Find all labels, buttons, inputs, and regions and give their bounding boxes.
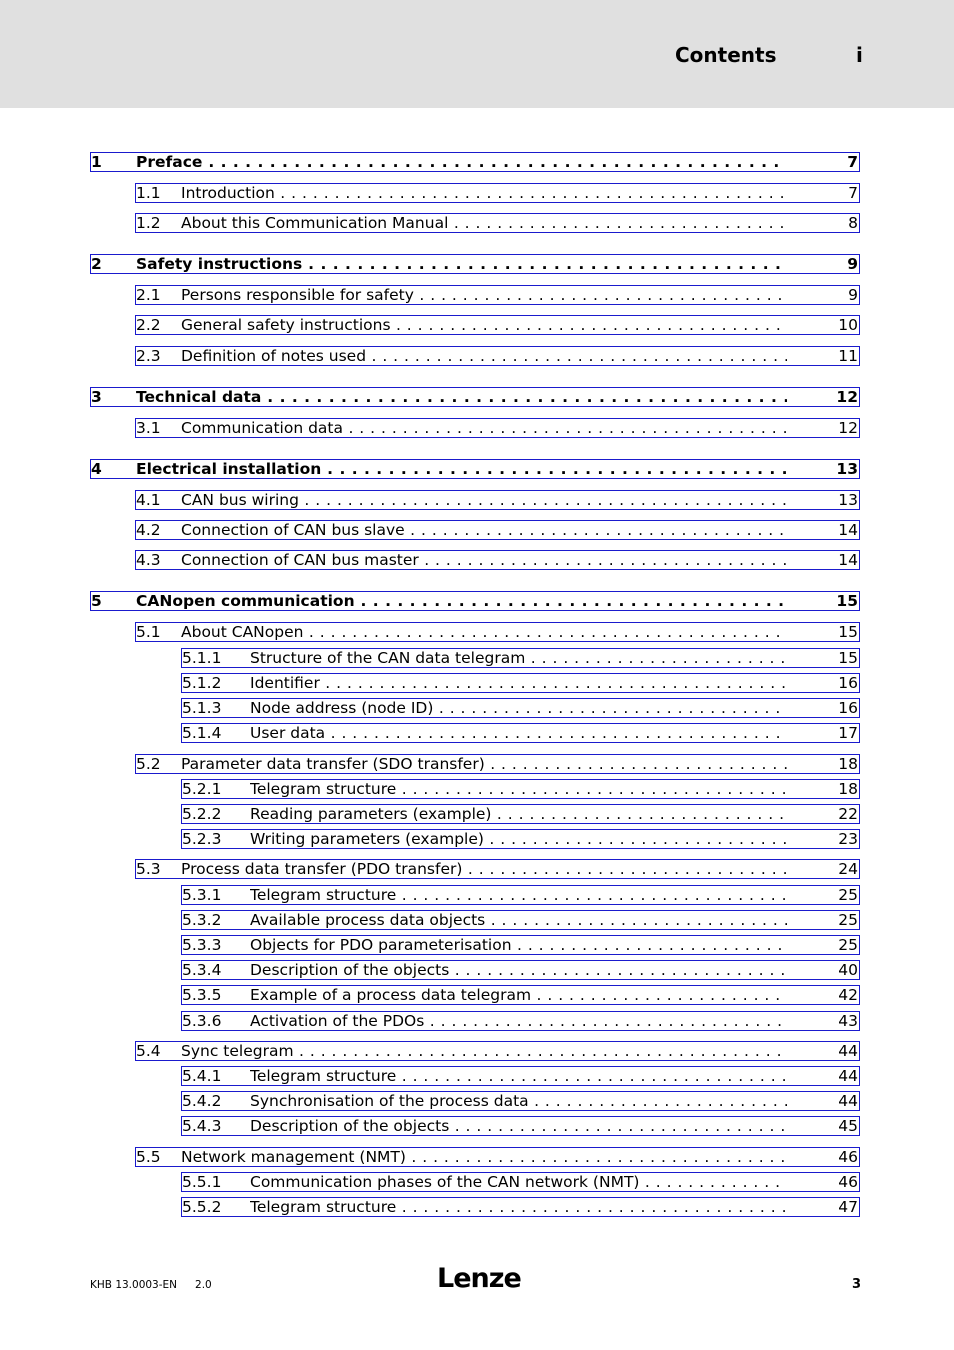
- toc-entry-number: 5.4.2: [182, 1092, 222, 1110]
- toc-entry[interactable]: [135, 490, 860, 510]
- toc-entry-title: Identifier . . .: [250, 674, 787, 692]
- toc-entry-page: 14: [838, 551, 858, 569]
- toc-entry-page: 7: [847, 153, 858, 171]
- toc-entry-title: Objects for PDO parameterisation . . .: [250, 936, 787, 954]
- toc-entry-title: Definition of notes used . . .: [181, 347, 787, 365]
- toc-entry-page: 46: [838, 1173, 858, 1191]
- toc-entry-page: 45: [838, 1117, 858, 1135]
- toc-entry-page: 14: [838, 521, 858, 539]
- toc-entry-number: 5.1.4: [182, 724, 222, 742]
- toc-entry[interactable]: [135, 1041, 860, 1061]
- toc-entry-number: 5.2.3: [182, 830, 222, 848]
- toc-entry-number: 2.3: [136, 347, 161, 365]
- toc-entry-number: 5.5.2: [182, 1198, 222, 1216]
- toc-entry-page: 15: [838, 649, 858, 667]
- toc-entry-title: Preface . . .: [136, 153, 787, 171]
- toc-entry-page: 9: [847, 255, 858, 273]
- toc-entry-title: Connection of CAN bus slave . . .: [181, 521, 787, 539]
- toc-entry-title: Telegram structure . . .: [250, 780, 787, 798]
- toc-entry-number: 5.1: [136, 623, 161, 641]
- toc-entry[interactable]: [135, 1147, 860, 1167]
- toc-entry[interactable]: [135, 859, 860, 879]
- toc-entry[interactable]: [135, 285, 860, 305]
- toc-entry-title: Safety instructions . . .: [136, 255, 787, 273]
- toc-entry-title: User data . . .: [250, 724, 787, 742]
- toc-entry-page: 15: [838, 623, 858, 641]
- toc-entry-page: 44: [838, 1042, 858, 1060]
- toc-entry[interactable]: [181, 935, 860, 955]
- toc-entry-number: 5.5: [136, 1148, 161, 1166]
- toc-entry-title: Reading parameters (example) . . .: [250, 805, 787, 823]
- toc-entry-number: 5.3: [136, 860, 161, 878]
- toc-entry-title: Persons responsible for safety . . .: [181, 286, 787, 304]
- doc-id: KHB 13.0003-EN: [90, 1279, 178, 1291]
- toc-entry-page: 12: [838, 419, 858, 437]
- toc-entry-number: 5.1.1: [182, 649, 222, 667]
- toc-entry-number: 5: [91, 592, 102, 610]
- toc-entry[interactable]: [90, 387, 860, 407]
- lenze-logo: Lenze: [437, 1263, 521, 1294]
- toc-entry-title: Introduction . . .: [181, 184, 787, 202]
- toc-entry-number: 5.4: [136, 1042, 161, 1060]
- toc-entry-page: 18: [838, 755, 858, 773]
- footer-doc-info: [90, 1279, 212, 1291]
- toc-entry-page: 11: [838, 347, 858, 365]
- toc-entry-number: 5.2: [136, 755, 161, 773]
- toc-entry-number: 3: [91, 388, 102, 406]
- toc-entry-page: 13: [836, 460, 858, 478]
- toc-entry-page: 8: [848, 214, 858, 232]
- toc-entry-title: CAN bus wiring . . .: [181, 491, 787, 509]
- toc-entry-page: 23: [838, 830, 858, 848]
- toc-entry-title: Example of a process data telegram . . .: [250, 986, 787, 1004]
- toc-entry[interactable]: [90, 459, 860, 479]
- toc-entry[interactable]: [181, 1116, 860, 1136]
- toc-entry-title: Activation of the PDOs . . .: [250, 1012, 787, 1030]
- doc-version: 2.0: [195, 1279, 212, 1291]
- toc-entry-title: Available process data objects . . .: [250, 911, 787, 929]
- toc-entry-title: Telegram structure . . .: [250, 1067, 787, 1085]
- toc-entry[interactable]: [181, 804, 860, 824]
- toc-entry-title: Node address (node ID) . . .: [250, 699, 787, 717]
- toc-entry-title: Technical data . . .: [136, 388, 787, 406]
- toc-entry[interactable]: [135, 418, 860, 438]
- toc-entry-page: 47: [838, 1198, 858, 1216]
- toc-entry-title: Description of the objects . . .: [250, 961, 787, 979]
- toc-entry-title: About CANopen . . .: [181, 623, 787, 641]
- toc-entry-title: Connection of CAN bus master . . .: [181, 551, 787, 569]
- toc-entry-number: 2.2: [136, 316, 161, 334]
- toc-entry-page: 15: [836, 592, 858, 610]
- toc-entry[interactable]: [181, 673, 860, 693]
- toc-entry-page: 44: [838, 1092, 858, 1110]
- toc-entry-page: 16: [838, 674, 858, 692]
- toc-entry[interactable]: [181, 698, 860, 718]
- toc-entry-title: Synchronisation of the process data . . .: [250, 1092, 787, 1110]
- toc-entry-page: 25: [838, 911, 858, 929]
- toc-entry-title: Electrical installation . . .: [136, 460, 787, 478]
- toc-entry[interactable]: [135, 550, 860, 570]
- toc-entry[interactable]: [181, 1091, 860, 1111]
- toc-entry-title: Telegram structure . . .: [250, 886, 787, 904]
- page-title: Contents: [675, 43, 777, 67]
- toc-entry[interactable]: [181, 1011, 860, 1031]
- toc-entry-page: 24: [838, 860, 858, 878]
- toc-entry-number: 5.3.4: [182, 961, 222, 979]
- toc-entry-number: 2.1: [136, 286, 161, 304]
- toc-entry-number: 5.2.2: [182, 805, 222, 823]
- toc-entry-number: 5.3.1: [182, 886, 222, 904]
- toc-entry-page: 7: [848, 184, 858, 202]
- toc-entry-number: 4.1: [136, 491, 161, 509]
- toc-entry-number: 5.4.1: [182, 1067, 222, 1085]
- toc-entry-title: Parameter data transfer (SDO transfer) . . .: [181, 755, 787, 773]
- toc-entry-title: Communication phases of the CAN network (NMT) . . .: [250, 1173, 787, 1191]
- toc-entry-title: Communication data . . .: [181, 419, 787, 437]
- toc-entry-number: 5.5.1: [182, 1173, 222, 1191]
- toc-entry-page: 9: [848, 286, 858, 304]
- toc-entry[interactable]: [181, 1197, 860, 1217]
- toc-entry[interactable]: [181, 960, 860, 980]
- toc-entry-number: 1.2: [136, 214, 161, 232]
- toc-entry-number: 5.1.2: [182, 674, 222, 692]
- toc-entry-number: 2: [91, 255, 102, 273]
- toc-entry[interactable]: [181, 1172, 860, 1192]
- toc-entry-number: 4: [91, 460, 102, 478]
- toc-entry[interactable]: [90, 591, 860, 611]
- header-band: [0, 0, 954, 108]
- toc-entry-number: 4.3: [136, 551, 161, 569]
- toc-entry[interactable]: [181, 779, 860, 799]
- toc-entry-page: 17: [838, 724, 858, 742]
- toc-entry[interactable]: [135, 213, 860, 233]
- toc-entry-number: 5.2.1: [182, 780, 222, 798]
- toc-entry-page: 43: [838, 1012, 858, 1030]
- toc-entry-title: Writing parameters (example) . . .: [250, 830, 787, 848]
- toc-entry-number: 1.1: [136, 184, 161, 202]
- toc-entry-page: 25: [838, 936, 858, 954]
- toc-entry-number: 5.4.3: [182, 1117, 222, 1135]
- toc-entry-page: 22: [838, 805, 858, 823]
- toc-entry-title: Sync telegram . . .: [181, 1042, 787, 1060]
- toc-entry[interactable]: [181, 723, 860, 743]
- toc-entry-page: 13: [838, 491, 858, 509]
- toc-entry-number: 3.1: [136, 419, 161, 437]
- toc-entry[interactable]: [135, 346, 860, 366]
- toc-entry[interactable]: [135, 183, 860, 203]
- toc-entry-number: 5.3.5: [182, 986, 222, 1004]
- toc-entry-page: 42: [838, 986, 858, 1004]
- toc-entry-page: 40: [838, 961, 858, 979]
- toc-entry-page: 12: [836, 388, 858, 406]
- toc-entry[interactable]: [135, 315, 860, 335]
- toc-entry[interactable]: [181, 985, 860, 1005]
- toc-entry-number: 5.3.3: [182, 936, 222, 954]
- page-number: 3: [852, 1277, 862, 1292]
- toc-entry-title: Network management (NMT) . . .: [181, 1148, 787, 1166]
- toc-entry-page: 44: [838, 1067, 858, 1085]
- toc-entry-title: General safety instructions . . .: [181, 316, 787, 334]
- toc-entry-title: CANopen communication . . .: [136, 592, 787, 610]
- toc-entry[interactable]: [135, 754, 860, 774]
- toc-entry-page: 18: [838, 780, 858, 798]
- toc-entry[interactable]: [181, 885, 860, 905]
- toc-entry[interactable]: [135, 520, 860, 540]
- toc-entry-title: About this Communication Manual . . .: [181, 214, 787, 232]
- toc-entry-page: 25: [838, 886, 858, 904]
- toc-entry-number: 5.1.3: [182, 699, 222, 717]
- section-marker: i: [856, 43, 863, 67]
- toc-entry-number: 5.3.6: [182, 1012, 222, 1030]
- toc-entry[interactable]: [181, 910, 860, 930]
- toc-entry-title: Process data transfer (PDO transfer) . . .: [181, 860, 787, 878]
- toc-entry-title: Structure of the CAN data telegram . . .: [250, 649, 787, 667]
- toc-entry-number: 1: [91, 153, 102, 171]
- toc-entry-number: 5.3.2: [182, 911, 222, 929]
- toc-entry-title: Description of the objects . . .: [250, 1117, 787, 1135]
- toc-entry-page: 16: [838, 699, 858, 717]
- toc-entry[interactable]: [181, 648, 860, 668]
- toc-entry[interactable]: [135, 622, 860, 642]
- toc-entry-page: 10: [838, 316, 858, 334]
- toc-entry[interactable]: [90, 254, 860, 274]
- toc-entry-number: 4.2: [136, 521, 161, 539]
- toc-entry[interactable]: [181, 1066, 860, 1086]
- toc-entry[interactable]: [90, 152, 860, 172]
- toc-entry[interactable]: [181, 829, 860, 849]
- toc-entry-title: Telegram structure . . .: [250, 1198, 787, 1216]
- toc-entry-page: 46: [838, 1148, 858, 1166]
